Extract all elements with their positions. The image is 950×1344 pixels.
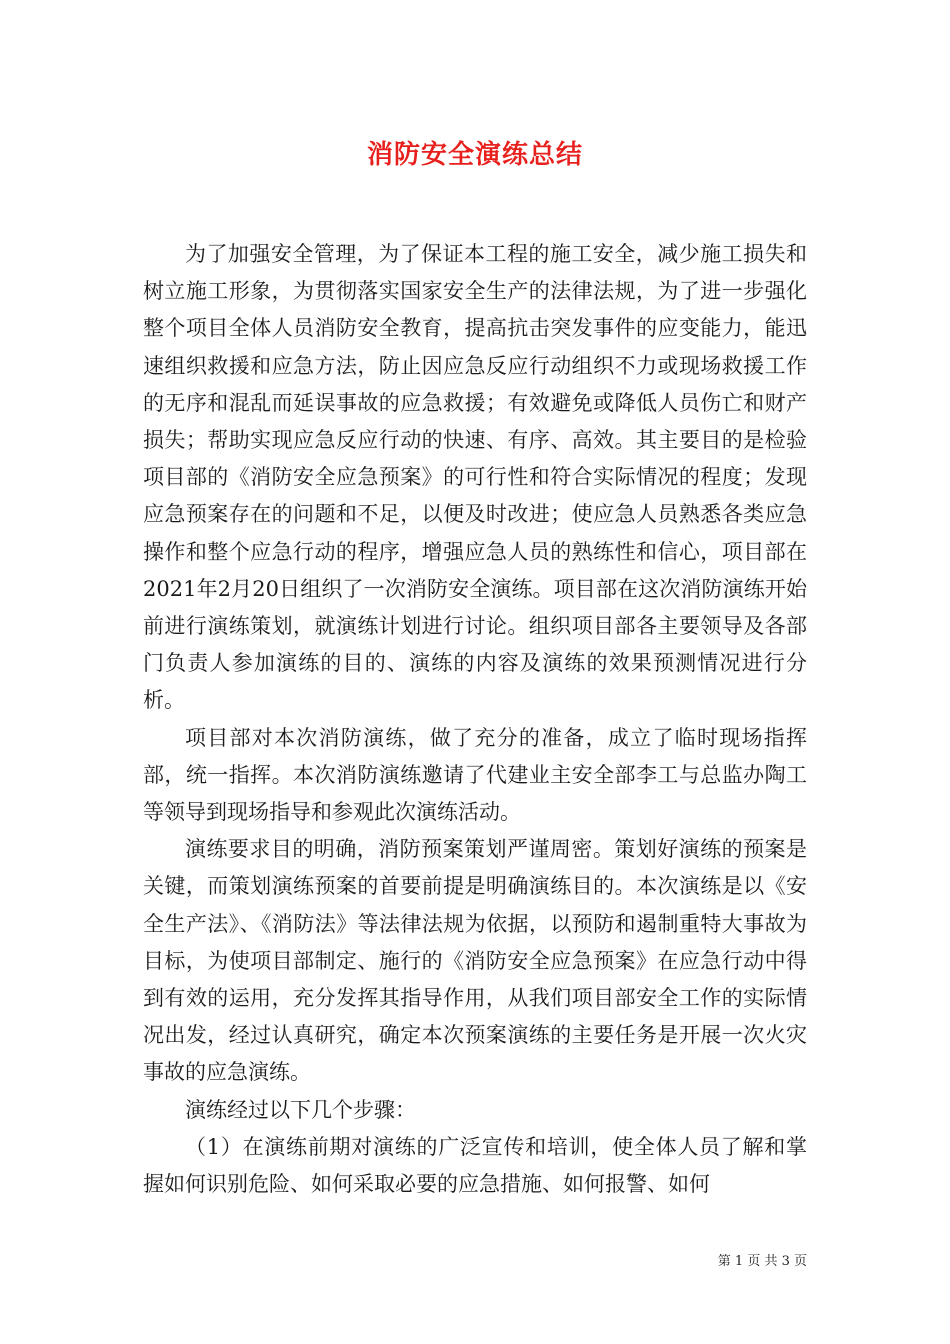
paragraph-5: （1）在演练前期对演练的广泛宣传和培训，使全体人员了解和掌握如何识别危险、如何采取必要的应急措施、如何报警、如何	[143, 1134, 807, 1197]
document-body	[143, 236, 807, 1203]
paragraph-1: 为了加强安全管理，为了保证本工程的施工安全，减少施工损失和树立施工形象，为贯彻落实国家安全生产的法律法规，为了进一步强化整个项目全体人员消防安全教育，提高抗击突发事件的应变能力，能迅速组织救援和应急方法，防止因应急反应行动组织不力或现场救援工作的无序和混乱而延误事故的应急救援；有效避免或降低人员伤亡和财产损失；帮助实现应急反应行动的快速、有序、高效。其主要目的是检验项目部的《消防安全应急预案》的可行性和符合实际情况的程度；发现应急预案存在的问题和不足，以便及时改进；使应急人员熟悉各类应急操作和整个应急行动的程序，增强应急人员的熟练性和信心，项目部在2021年2月20日组织了一次消防安全演练。项目部在这次消防演练开始前进行演练策划，就演练计划进行讨论。组织项目部各主要领导及各部门负责人参加演练的目的、演练的内容及演练的效果预测情况进行分析。	[143, 242, 807, 713]
paragraph-3: 演练要求目的明确，消防预案策划严谨周密。策划好演练的预案是关键，而策划演练预案的首要前提是明确演练目的。本次演练是以《安全生产法》、《消防法》等法律法规为依据，以预防和遏制重特大事故为目标，为使项目部制定、施行的《消防安全应急预案》在应急行动中得到有效的运用，充分发挥其指导作用，从我们项目部安全工作的实际情况出发，经过认真研究，确定本次预案演练的主要任务是开展一次火灾事故的应急演练。	[143, 837, 807, 1085]
document-title: 消防安全演练总结	[366, 140, 583, 170]
paragraph-2: 项目部对本次消防演练，做了充分的准备，成立了临时现场指挥部，统一指挥。本次消防演练邀请了代建业主安全部李工与总监办陶工等领导到现场指导和参观此次演练活动。	[143, 725, 807, 825]
paragraph-4: 演练经过以下几个步骤：	[185, 1097, 416, 1122]
page-number-footer: 第 1 页 共 3 页	[717, 1254, 807, 1269]
